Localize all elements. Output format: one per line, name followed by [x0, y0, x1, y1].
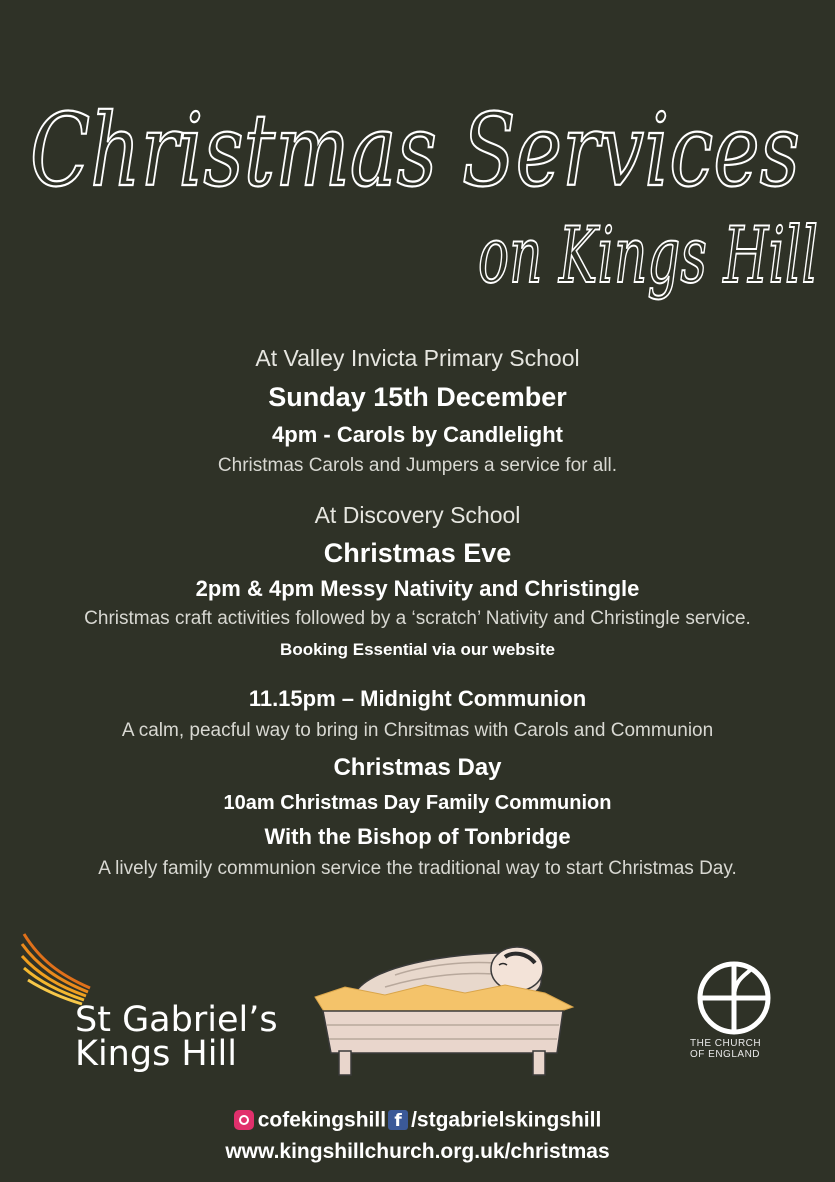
service-nativity: 2pm & 4pm Messy Nativity and Christingle — [195, 576, 640, 601]
instagram-handle[interactable]: cofekingshill — [257, 1108, 387, 1132]
service-carols: 4pm - Carols by Candlelight — [272, 422, 563, 447]
wing-icon — [20, 930, 100, 1010]
instagram-icon — [234, 1110, 254, 1130]
date-sunday: Sunday 15th December — [268, 382, 567, 412]
script-title — [0, 0, 835, 340]
church-name-line2: Kings Hill — [75, 1034, 237, 1074]
note-booking: Booking Essential via our website — [280, 640, 555, 659]
title-main: Christmas Services — [30, 92, 800, 209]
date-christmas-day: Christmas Day — [333, 754, 502, 781]
desc-christmas-day: A lively family communion service the traditional way to start Christmas Day. — [98, 858, 737, 879]
desc-midnight: A calm, peacful way to bring in Chrsitmas with Carols and Communion — [121, 720, 714, 741]
st-gabriels-logo — [20, 930, 280, 1080]
service-midnight: 11.15pm – Midnight Communion — [248, 686, 587, 711]
facebook-icon: f — [388, 1110, 408, 1130]
desc-nativity: Christmas craft activities followed by a ‘scratch’ Nativity and Christingle service. — [84, 608, 751, 629]
date-christmas-eve: Christmas Eve — [323, 538, 512, 568]
facebook-handle[interactable]: /stgabrielskingshill — [411, 1108, 602, 1132]
church-name-line1: St Gabriel’s — [75, 1000, 278, 1040]
manger-illustration — [305, 935, 580, 1080]
coe-line2: OF ENGLAND — [690, 1049, 761, 1060]
title-sub: on Kings Hill — [478, 211, 818, 301]
service-bishop: With the Bishop of Tonbridge — [264, 824, 571, 849]
service-family-communion: 10am Christmas Day Family Communion — [223, 792, 612, 814]
desc-carols: Christmas Carols and Jumpers a service for all. — [217, 455, 618, 476]
coe-line1: THE CHURCH — [690, 1038, 762, 1049]
venue-discovery: At Discovery School — [314, 502, 521, 528]
social-handles — [0, 1108, 835, 1132]
script-title-svg — [0, 0, 835, 340]
cross-icon — [696, 960, 772, 1036]
website-url[interactable]: www.kingshillchurch.org.uk/christmas — [225, 1140, 610, 1163]
coe-text — [690, 1038, 790, 1060]
venue-valley: At Valley Invicta Primary School — [255, 345, 580, 371]
church-of-england-logo — [690, 960, 790, 1070]
